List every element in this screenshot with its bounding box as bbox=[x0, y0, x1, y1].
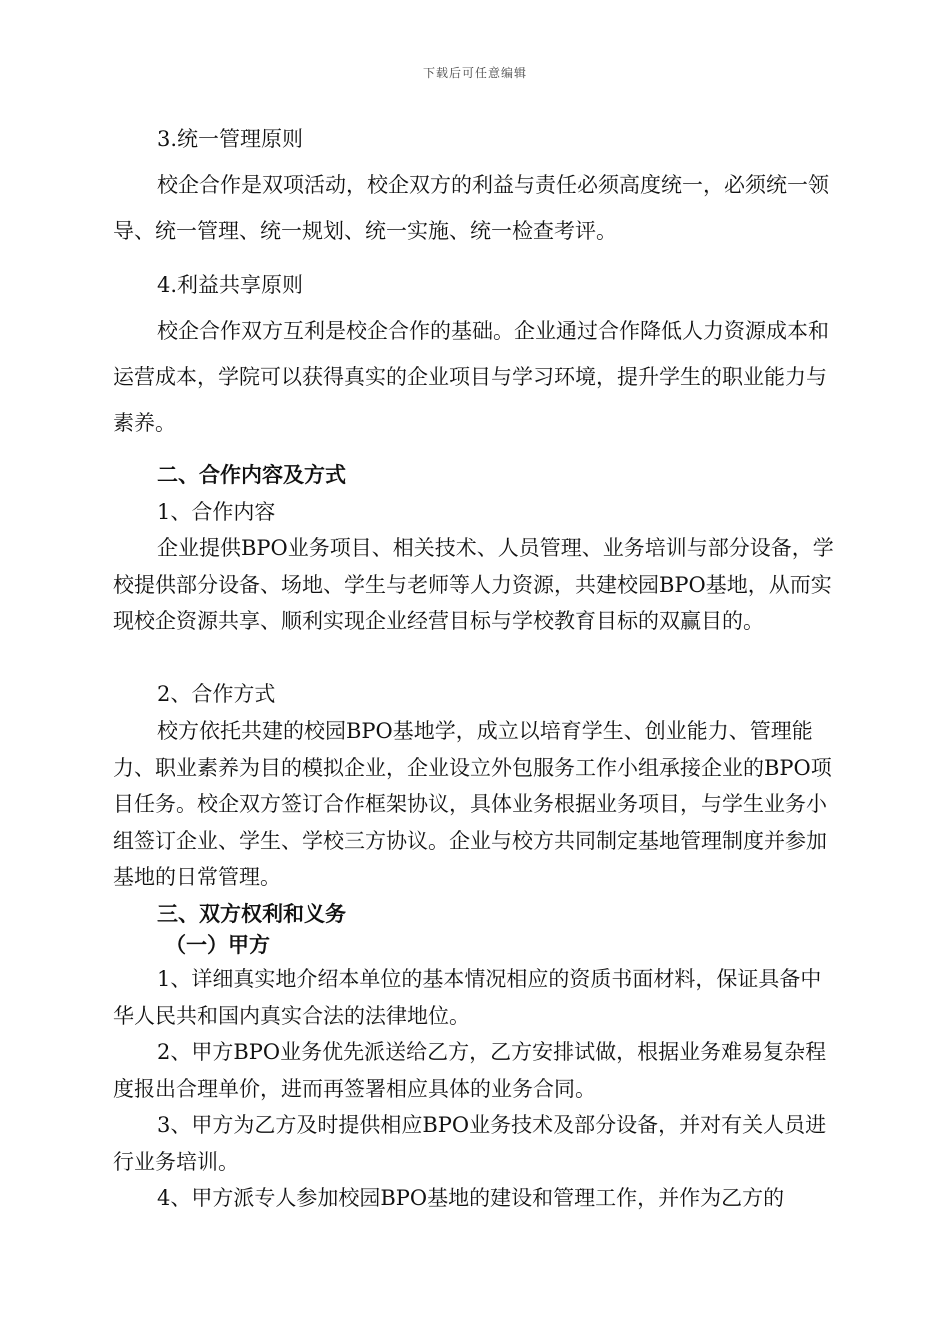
section-heading-cooperation: 二、合作内容及方式 bbox=[157, 463, 346, 487]
paragraph-cooperation-mode: 校方依托共建的校园BPO基地学，成立以培育学生、创业能力、管理能力、职业素养为目的模拟企业，企业设立外包服务工作小组承接企业的BPO项目任务。校企双方签订合作框架协议，具体业务根据业务项目，与学生业务小组签订企业、学生、学校三方协议。企业与校方共同制定基地管理制度并参加基地的日常管理。 bbox=[113, 719, 832, 889]
subheading-unified-management: 3.统一管理原则 bbox=[157, 127, 304, 151]
page-header: 下载后可任意编辑 bbox=[422, 66, 527, 80]
paragraph-cooperation-content: 企业提供BPO业务项目、相关技术、人员管理、业务培训与部分设备，学校提供部分设备、场地、学生与老师等人力资源，共建校园BPO基地，从而实现校企资源共享、顺利实现企业经营目标与学校教育目标的双赢目的。 bbox=[113, 536, 834, 633]
section-heading-rights: 三、双方权利和义务 bbox=[157, 902, 346, 926]
subheading-party-a: （一）甲方 bbox=[165, 933, 270, 957]
subheading-cooperation-content: 1、合作内容 bbox=[157, 500, 276, 524]
paragraph-party-a-item-2: 2、甲方BPO业务优先派送给乙方，乙方安排试做，根据业务难易复杂程度报出合理单价，进而再签署相应具体的业务合同。 bbox=[113, 1040, 827, 1101]
paragraph-benefit-sharing: 校企合作双方互利是校企合作的基础。企业通过合作降低人力资源成本和运营成本，学院可以获得真实的企业项目与学习环境，提升学生的职业能力与素养。 bbox=[113, 319, 829, 435]
paragraph-party-a-item-4: 4、甲方派专人参加校园BPO基地的建设和管理工作，并作为乙方的 bbox=[157, 1186, 785, 1210]
subheading-benefit-sharing: 4.利益共享原则 bbox=[157, 273, 304, 297]
paragraph-unified-management: 校企合作是双项活动，校企双方的利益与责任必须高度统一，必须统一领导、统一管理、统一规划、统一实施、统一检查考评。 bbox=[113, 173, 829, 243]
paragraph-party-a-item-3: 3、甲方为乙方及时提供相应BPO业务技术及部分设备，并对有关人员进行业务培训。 bbox=[113, 1113, 827, 1174]
paragraph-party-a-item-1: 1、详细真实地介绍本单位的基本情况相应的资质书面材料，保证具备中华人民共和国内真实合法的法律地位。 bbox=[113, 967, 822, 1028]
subheading-cooperation-mode: 2、合作方式 bbox=[157, 682, 276, 706]
